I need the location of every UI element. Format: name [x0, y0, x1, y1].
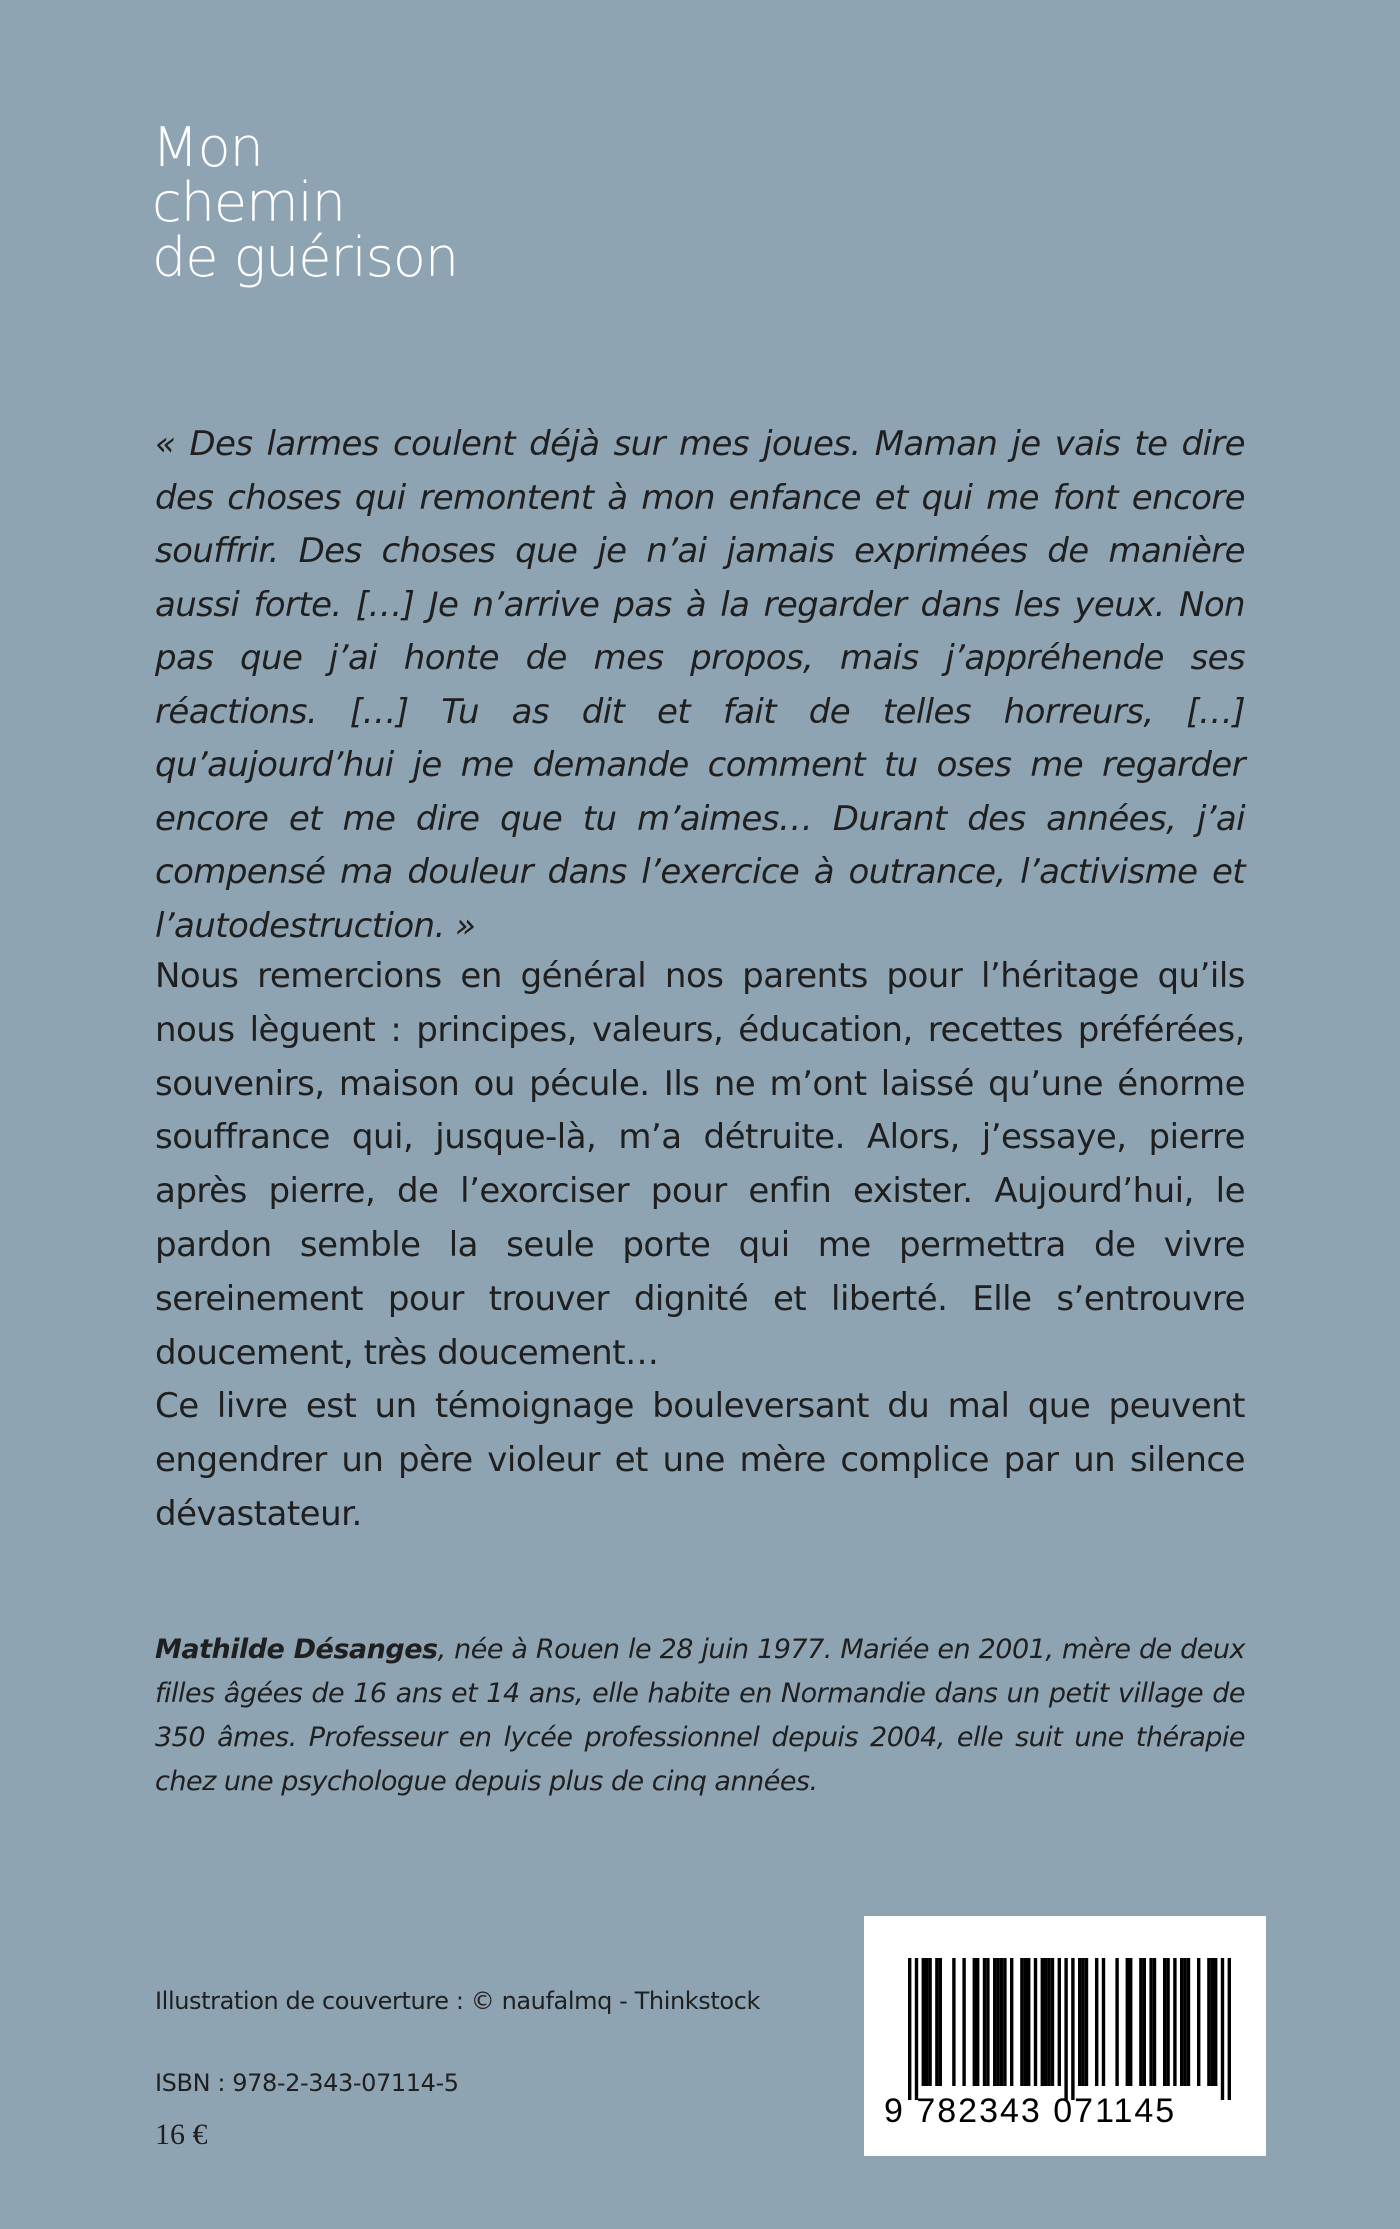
barcode-bar — [1000, 1958, 1003, 2086]
barcode-bar — [925, 1958, 928, 2086]
summary-paragraph-1: Nous remercions en général nos parents pour l’héritage qu’ils nous lèguent : principes, valeurs, éducation, recettes préférées, souvenirs, maison ou pécule. Ils ne m’ont laissé qu’une énorme souffrance qui, jusque-là, m’a détruite. Alors, j’essaye, pierre après pierre, de l’exorciser pour enfin exister. Aujourd’hui, le pardon semble la seule porte qui me permettra de vivre sereinement pour trouver dignité et liberté. Elle s’entrouvre doucement, très doucement… — [155, 956, 1245, 1373]
barcode-bar — [1115, 1958, 1118, 2086]
barcode-bar — [1129, 1958, 1132, 2086]
barcode-bar — [1041, 1958, 1044, 2086]
barcode-bar — [1095, 1958, 1098, 2086]
barcode-bar — [1139, 1958, 1142, 2086]
barcode-bar — [1047, 1958, 1050, 2086]
barcode-digits: 9 782343 071145 — [884, 2092, 1177, 2130]
barcode-bar — [1051, 1958, 1054, 2086]
barcode-bar — [1228, 1958, 1231, 2100]
barcode-bar — [1081, 1958, 1084, 2086]
barcode-bar — [1187, 1958, 1190, 2086]
barcode-bar — [1010, 1958, 1013, 2086]
barcode-bar — [976, 1958, 979, 2086]
barcode-bar — [1102, 1958, 1105, 2086]
barcode-bar — [1211, 1958, 1214, 2086]
barcode-bar — [1126, 1958, 1129, 2086]
barcode-bar — [962, 1958, 965, 2086]
author-bio — [155, 1628, 1245, 1804]
book-title — [152, 116, 459, 290]
barcode-bar — [1034, 1958, 1037, 2086]
barcode-bar — [1027, 1958, 1030, 2086]
barcode-bar — [922, 1958, 925, 2086]
isbn-label: ISBN : 978-2-343-07114-5 — [155, 2069, 459, 2097]
barcode-bar — [908, 1958, 911, 2100]
barcode-bar — [973, 1958, 976, 2086]
barcode-bar — [1221, 1958, 1224, 2100]
barcode-bar — [1003, 1958, 1006, 2086]
title-line-2: chemin — [152, 171, 345, 235]
title-line-3: de guérison — [152, 226, 459, 290]
barcode-bar — [1143, 1958, 1146, 2086]
barcode-bar — [1149, 1958, 1152, 2086]
barcode-bar — [1163, 1958, 1166, 2086]
title-line-1: Mon — [152, 116, 263, 179]
barcode-bar — [993, 1958, 996, 2086]
barcode-bar — [915, 1958, 918, 2100]
barcode — [864, 1916, 1266, 2156]
barcode-bar — [1173, 1958, 1176, 2086]
barcode-bar — [928, 1958, 931, 2086]
barcode-bar — [952, 1958, 955, 2086]
price-label: 16 € — [155, 2118, 208, 2151]
summary-paragraph-2: Ce livre est un témoignage bouleversant du mal que peuvent engendrer un père violeur et une mère complice par un silence dévastateur. — [155, 1386, 1245, 1534]
barcode-bar — [1058, 1958, 1061, 2086]
author-name: Mathilde Désanges — [155, 1634, 438, 1665]
barcode-bar — [1214, 1958, 1217, 2086]
excerpt-quote: « Des larmes coulent déjà sur mes joues. Maman je vais te dire des choses qui remontent à mon enfance et qui me font encore souffrir. Des choses que je n’ai jamais exprimées de manière aussi forte. […] Je n’arrive pas à la regarder dans les yeux. Non pas que j’ai honte de mes propos, mais j’appréhende ses réactions. […] Tu as dit et fait de telles horreurs, […] qu’aujourd’hui je me demande comment tu oses me regarder encore et me dire que tu m’aimes… Durant des années, j’ai compensé ma douleur dans l’exercice à outrance, l’activisme et l’autodestruction. » — [155, 424, 1245, 946]
barcode-bar — [1071, 1958, 1074, 2100]
barcode-bar — [1078, 1958, 1081, 2086]
barcode-bar — [983, 1958, 986, 2086]
barcode-bar — [1064, 1958, 1067, 2100]
barcode-bar — [986, 1958, 989, 2086]
back-cover-summary — [155, 950, 1245, 1542]
barcode-bar — [1020, 1958, 1023, 2086]
barcode-bar — [939, 1958, 942, 2086]
barcode-bar — [1024, 1958, 1027, 2086]
barcode-bar — [1085, 1958, 1088, 2086]
cover-illustration-credit: Illustration de couverture : © naufalmq - Thinkstock — [155, 1987, 760, 2015]
barcode-bar — [1197, 1958, 1200, 2086]
barcode-bar — [1044, 1958, 1047, 2086]
barcode-bar — [996, 1958, 999, 2086]
barcode-bar — [1153, 1958, 1156, 2086]
barcode-bar — [1207, 1958, 1210, 2086]
author-bio-text: , née à Rouen le 28 juin 1977. Mariée en 2001, mère de deux filles âgées de 16 ans et 14 ans, elle habite en Normandie dans un petit village de 350 âmes. Professeur en lycée professionnel depuis 2004, elle suit une thérapie chez une psychologue depuis plus de cinq années. — [155, 1634, 1245, 1797]
barcode-bar — [1166, 1958, 1169, 2086]
barcode-bar — [935, 1958, 938, 2086]
barcode-bar — [1180, 1958, 1183, 2086]
barcode-bar — [1183, 1958, 1186, 2086]
